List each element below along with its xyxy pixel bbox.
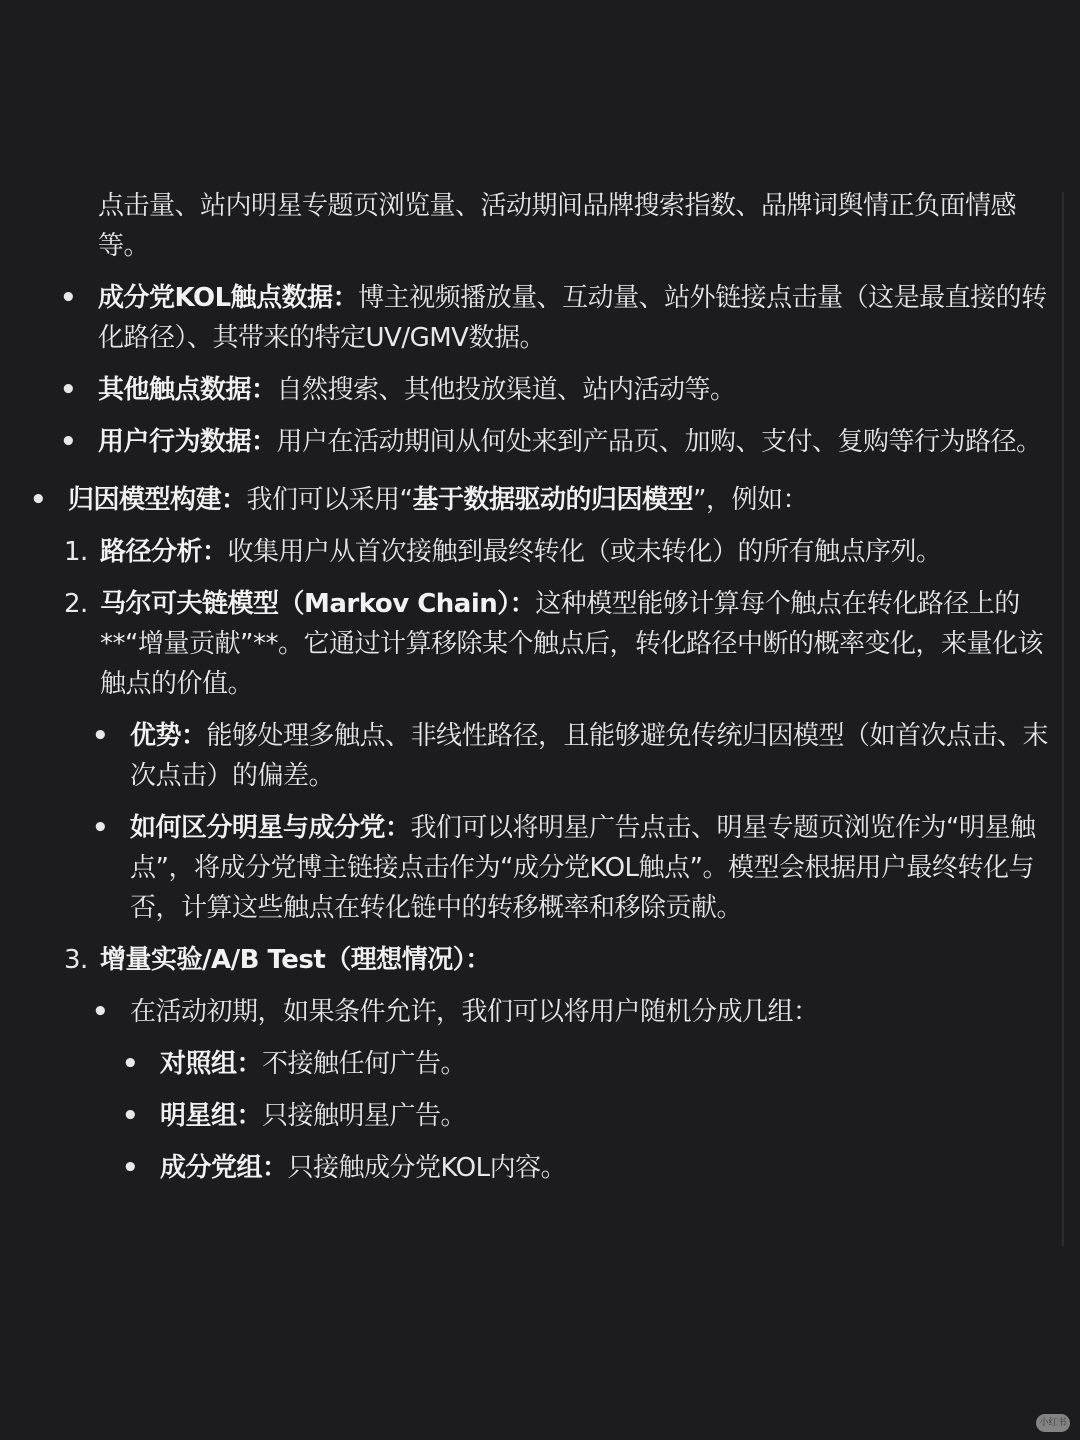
item-text: 博主视频播放量、互动量、站外链接点击量（这是最直接的转化路径）、其带来的特定UV/GMV数据。	[98, 283, 1047, 353]
bullet-icon: •	[60, 375, 77, 405]
list-item	[0, 716, 1060, 796]
item-text: 这种模型能够计算每个触点在转化路径上的**“增量贡献”**。它通过计算移除某个触点后，转化路径中断的概率变化，来量化该触点的价值。	[100, 589, 1043, 699]
item-label: 归因模型构建：	[68, 485, 247, 515]
item-text-strong: 基于数据驱动的归因模型	[412, 485, 694, 515]
bullet-icon: •	[92, 997, 109, 1027]
bullet-icon: •	[92, 721, 109, 751]
bullet-icon: •	[122, 1153, 139, 1183]
list-item	[0, 940, 1060, 980]
bullet-icon: •	[122, 1101, 139, 1131]
document-content	[0, 186, 1060, 1188]
item-text: 自然搜索、其他投放渠道、站内活动等。	[276, 375, 736, 405]
list-item	[0, 1096, 1060, 1136]
list-number: 2.	[64, 589, 88, 619]
bullet-icon: •	[92, 813, 109, 843]
item-text: 不接触任何广告。	[262, 1049, 467, 1079]
item-text: 在活动初期，如果条件允许，我们可以将用户随机分成几组：	[130, 997, 819, 1027]
item-text: 用户在活动期间从何处来到产品页、加购、支付、复购等行为路径。	[276, 427, 1042, 457]
continuation-text: 点击量、站内明星专题页浏览量、活动期间品牌搜索指数、品牌词舆情正负面情感等。	[98, 191, 1017, 261]
item-label: 明星组：	[160, 1101, 263, 1131]
item-text: 只接触明星广告。	[262, 1101, 467, 1131]
item-label: 增量实验/A/B Test（理想情况）：	[100, 945, 491, 975]
list-item	[0, 370, 1060, 410]
item-text: 收集用户从首次接触到最终转化（或未转化）的所有触点序列。	[227, 537, 942, 567]
item-text-post: ”，例如：	[693, 485, 808, 515]
item-label: 成分党组：	[160, 1153, 288, 1183]
item-label: 用户行为数据：	[98, 427, 277, 457]
item-label: 优势：	[130, 721, 207, 751]
list-item	[0, 278, 1060, 358]
item-label: 对照组：	[160, 1049, 263, 1079]
item-text: 能够处理多触点、非线性路径，且能够避免传统归因模型（如首次点击、末次点击）的偏差。	[130, 721, 1049, 791]
item-text-pre: 我们可以采用“	[246, 485, 413, 515]
list-number: 1.	[64, 537, 88, 567]
list-item	[0, 186, 1060, 266]
list-item	[0, 422, 1060, 462]
bullet-icon: •	[60, 283, 77, 313]
list-number: 3.	[64, 945, 88, 975]
list-item	[0, 1148, 1060, 1188]
scrollbar-track[interactable]	[1062, 192, 1064, 1246]
list-item	[0, 584, 1060, 704]
list-item	[0, 992, 1060, 1032]
list-item	[0, 808, 1060, 928]
list-item	[0, 1044, 1060, 1084]
item-label: 成分党KOL触点数据：	[98, 283, 359, 313]
item-text: 我们可以将明星广告点击、明星专题页浏览作为“明星触点”，将成分党博主链接点击作为“成分党KOL触点”。模型会根据用户最终转化与否，计算这些触点在转化链中的转移概率和移除贡献。	[130, 813, 1036, 923]
item-label: 路径分析：	[100, 537, 228, 567]
list-item	[0, 532, 1060, 572]
bullet-icon: •	[30, 485, 47, 515]
item-text: 只接触成分党KOL内容。	[287, 1153, 567, 1183]
item-label: 马尔可夫链模型（Markov Chain）：	[100, 589, 536, 619]
item-label: 如何区分明星与成分党：	[130, 813, 411, 843]
bullet-icon: •	[122, 1049, 139, 1079]
bullet-icon: •	[60, 427, 77, 457]
item-label: 其他触点数据：	[98, 375, 277, 405]
list-item	[0, 480, 1060, 520]
watermark-logo: 小红书	[1036, 1414, 1070, 1432]
